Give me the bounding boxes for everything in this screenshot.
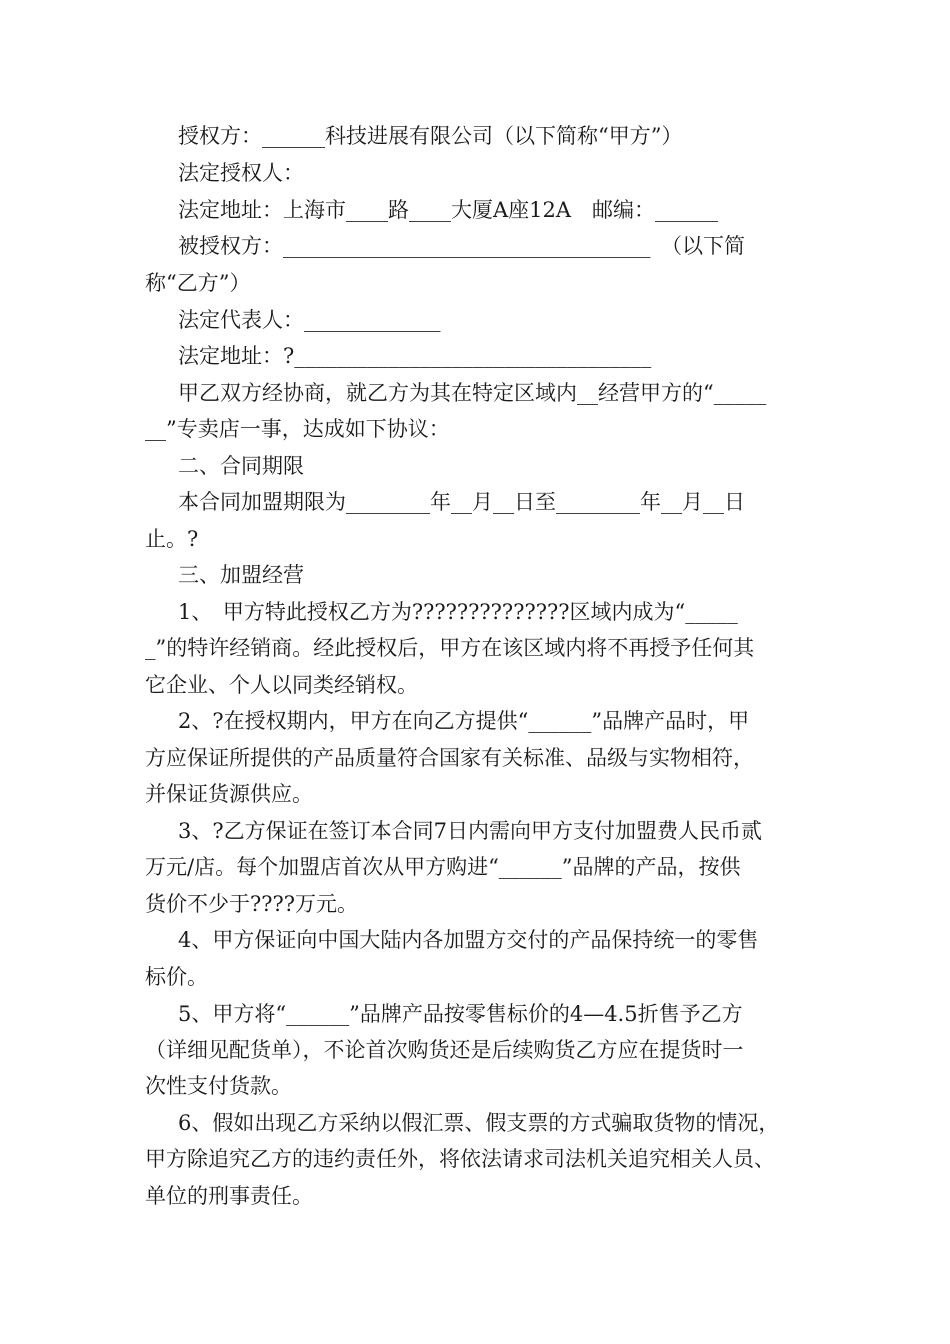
section-heading: 二、合同期限 (178, 454, 304, 478)
text-line: 货价不少于????万元。 (145, 892, 359, 916)
text-line: 6、假如出现乙方采纳以假汇票、假支票的方式骗取货物的情况， (178, 1111, 780, 1135)
text-line: 4、甲方保证向中国大陆内各加盟方交付的产品保持统一的零售 (178, 928, 759, 952)
text-line: 授权方：______科技进展有限公司（以下简称“甲方”） (178, 124, 683, 148)
text-line: 法定地址：上海市____路____大厦A座12A 邮编：______ (178, 198, 719, 222)
text-line: 法定代表人：_____________ (178, 308, 441, 332)
text-line: 称“乙方”） (145, 271, 251, 295)
text-line: 5、甲方将“______”品牌产品按零售标价的4—4.5折售予乙方 (178, 1002, 743, 1026)
text-line: 它企业、个人以同类经销权。 (145, 673, 418, 697)
text-line: 标价。 (145, 965, 208, 989)
text-line: 被授权方：___________________________________ （以下简 (178, 234, 745, 258)
text-line: 本合同加盟期限为________年__月__日至________年__月__日 (178, 490, 745, 514)
text-line: 甲方除追究乙方的违约责任外，将依法请求司法机关追究相关人员、 (145, 1147, 775, 1171)
text-line: 甲乙双方经协商，就乙方为其在特定区域内__经营甲方的“_____ (178, 381, 767, 405)
text-line: 止。? (145, 527, 199, 551)
text-line: 单位的刑事责任。 (145, 1184, 313, 1208)
text-line: _”的特许经销商。经此授权后，甲方在该区域内将不再授予任何其 (145, 636, 755, 660)
text-line: 万元/店。每个加盟店首次从甲方购进“______”品牌的产品，按供 (145, 855, 741, 879)
section-heading: 三、加盟经营 (178, 563, 304, 587)
text-line: 法定授权人： (178, 161, 304, 185)
text-line: 并保证货源供应。 (145, 782, 313, 806)
text-line: （详细见配货单），不论首次购货还是后续购货乙方应在提货时一 (145, 1038, 744, 1062)
text-line: 2、?在授权期内，甲方在向乙方提供“______”品牌产品时，甲 (178, 709, 750, 733)
text-line: 方应保证所提供的产品质量符合国家有关标准、品级与实物相符， (145, 746, 754, 770)
text-line: __”专卖店一事，达成如下协议： (145, 417, 450, 441)
text-line: 法定地址：?__________________________________ (178, 344, 652, 368)
text-line: 3、?乙方保证在签订本合同7日内需向甲方支付加盟费人民币贰 (178, 819, 762, 843)
text-line: 1、 甲方特此授权乙方为??????????????区域内成为“_____ (178, 600, 738, 624)
text-line: 次性支付货款。 (145, 1074, 292, 1098)
